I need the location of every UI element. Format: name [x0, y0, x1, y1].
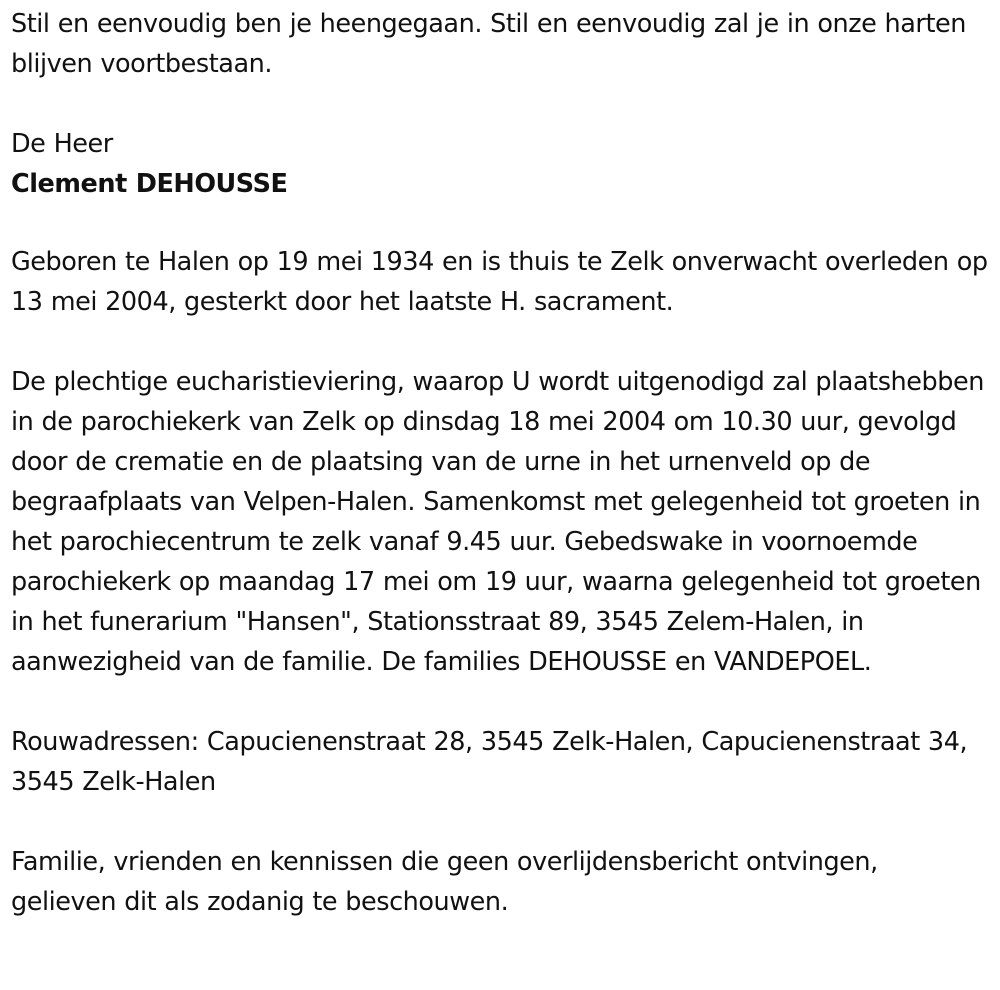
- obituary-document: [11, 4, 991, 922]
- honorific: De Heer: [11, 129, 113, 159]
- ceremony-paragraph: De plechtige eucharistieviering, waarop U wordt uitgenodigd zal plaatshebben in de parochiekerk van Zelk op dinsdag 18 mei 2004 om 10.30 uur, gevolgd door de crematie en de plaatsing van de urne in het urnenveld op de begraafplaats van Velpen-Halen. Samenkomst met gelegenheid tot groeten in het parochiecentrum te zelk vanaf 9.45 uur. Gebedswake in voornoemde parochiekerk op maandag 17 mei om 19 uur, waarna gelegenheid tot groeten in het funerarium "Hansen", Stationsstraat 89, 3545 Zelem-Halen, in aanwezigheid van de familie. De families DEHOUSSE en VANDEPOEL.: [11, 367, 984, 677]
- spacer: [11, 322, 991, 362]
- spacer: [11, 682, 991, 722]
- intro-paragraph: Stil en eenvoudig ben je heengegaan. Stil en eenvoudig zal je in onze harten blijven voortbestaan.: [11, 9, 966, 79]
- spacer: [11, 84, 991, 124]
- deceased-name: Clement DEHOUSSE: [11, 169, 288, 199]
- spacer: [11, 802, 991, 842]
- birth-death-paragraph: Geboren te Halen op 19 mei 1934 en is thuis te Zelk onverwacht overleden op 13 mei 2004, gesterkt door het laatste H. sacrament.: [11, 247, 988, 317]
- mourning-addresses-paragraph: Rouwadressen: Capucienenstraat 28, 3545 Zelk-Halen, Capucienenstraat 34, 3545 Zelk-Halen: [11, 727, 968, 797]
- spacer: [11, 204, 991, 242]
- closing-note-paragraph: Familie, vrienden en kennissen die geen overlijdensbericht ontvingen, gelieven dit als zodanig te beschouwen.: [11, 847, 878, 917]
